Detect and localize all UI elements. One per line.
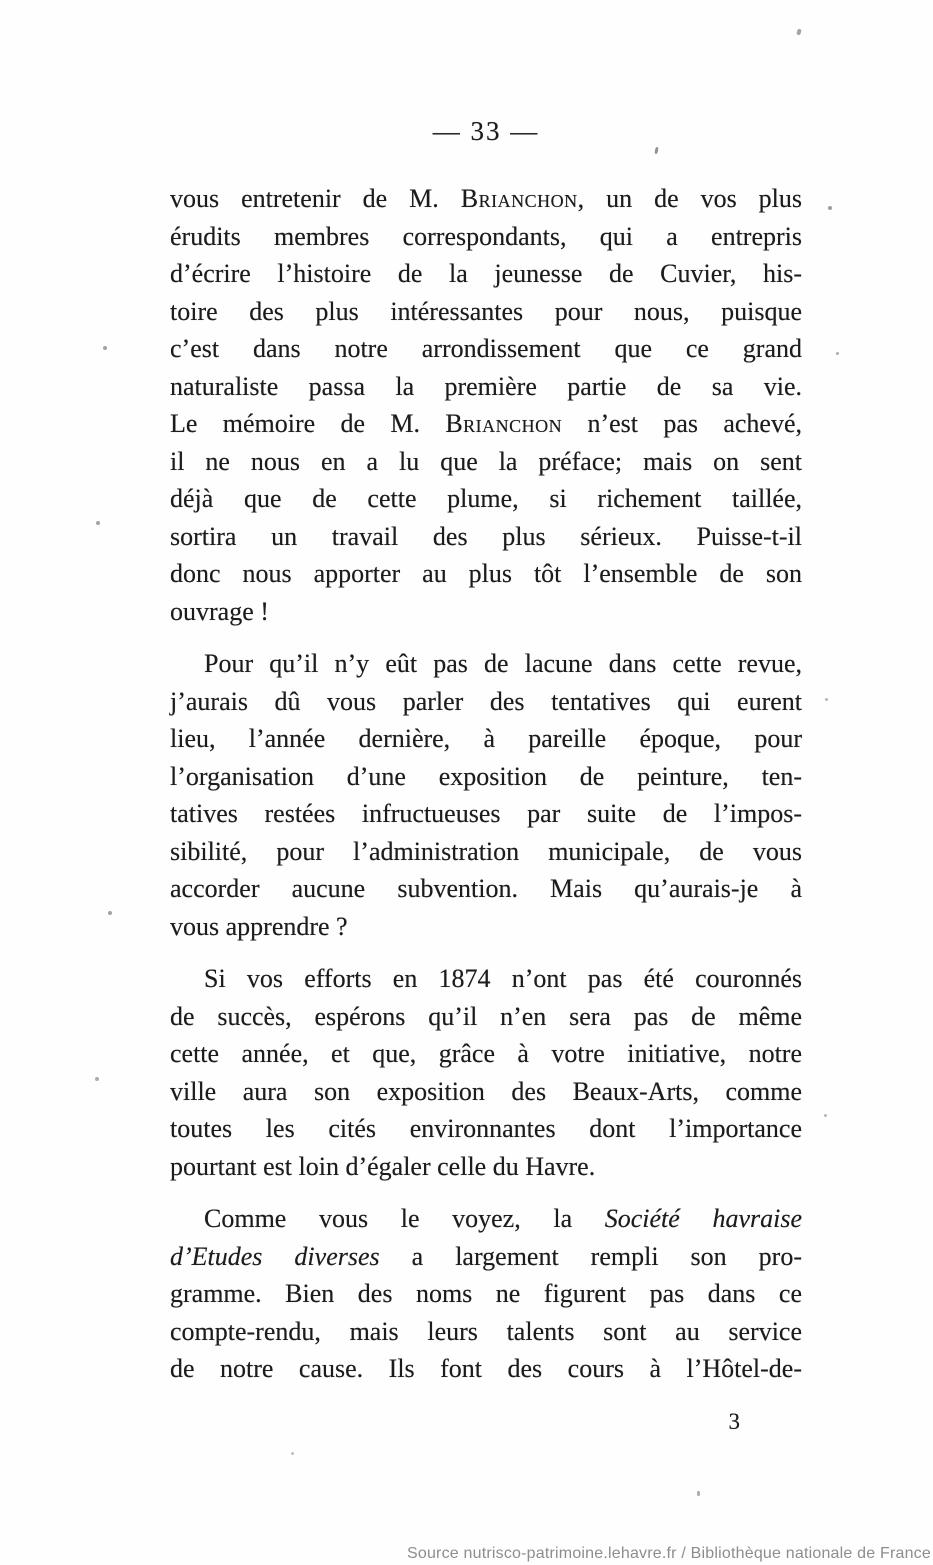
text-line: l’organisation d’une exposition de peinture, ten- (170, 761, 802, 791)
text-line: érudits membres correspondants, qui a entrepris (170, 221, 802, 251)
text-line: donc nous apporter au plus tôt l’ensemble de son (170, 559, 802, 588)
scan-speck (836, 352, 839, 355)
scan-speck (108, 911, 112, 915)
scan-speck (291, 1452, 294, 1455)
text-line: pourtant est loin d’égaler celle du Havre. (170, 1151, 596, 1181)
scan-speck (828, 206, 832, 210)
text-line: d’écrire l’histoire de la jeunesse de Cuvier, his- (170, 259, 802, 288)
text-line: tatives restées infructueuses par suite de l’impos- (170, 799, 802, 828)
text-line: sibilité, pour l’administration municipale, de vous (170, 836, 802, 866)
paragraph (170, 645, 802, 945)
scan-speck (824, 1114, 827, 1117)
text-line: d’Etudes diverses a largement rempli son pro- (170, 1241, 803, 1271)
text-line: vous entretenir de M. Brianchon, un de vos plus (170, 184, 803, 213)
paragraph (170, 180, 802, 630)
text-line: sortira un travail des plus sérieux. Puisse-t-il (170, 521, 802, 551)
text-line: cette année, et que, grâce à votre initiative, notre (170, 1039, 802, 1068)
text-line: il ne nous en a lu que la préface; mais on sent (170, 446, 802, 476)
text-line: Pour qu’il n’y eût pas de lacune dans cette revue, (204, 649, 802, 678)
text-line: accorder aucune subvention. Mais qu’aurais-je à (170, 874, 802, 903)
text-line: de succès, espérons qu’il n’en sera pas de même (170, 1001, 802, 1031)
scan-speck (654, 147, 658, 154)
scan-speck (796, 28, 802, 35)
text-line: de notre cause. Ils font des cours à l’Hôtel-de- (170, 1354, 802, 1383)
scan-speck (697, 1491, 700, 1496)
text-line: Comme vous le voyez, la Société havraise (204, 1204, 802, 1233)
text-line: toutes les cités environnantes dont l’importance (170, 1114, 802, 1143)
text-line: vous apprendre ? (170, 911, 348, 941)
text-line: toire des plus intéressantes pour nous, puisque (170, 296, 802, 326)
source-credit: Source nutrisco-patrimoine.lehavre.fr / Bibliothèque nationale de France (406, 1545, 931, 1562)
text-line: naturaliste passa la première partie de sa vie. (170, 371, 802, 401)
text-line: c’est dans notre arrondissement que ce grand (170, 334, 802, 363)
text-line: lieu, l’année dernière, à pareille époque, pour (170, 724, 802, 753)
signature-mark: 3 (728, 1408, 740, 1434)
text-line: ouvrage ! (170, 596, 269, 626)
text-line: j’aurais dû vous parler des tentatives qui eurent (170, 686, 802, 716)
text-line: gramme. Bien des noms ne figurent pas dans ce (170, 1279, 802, 1308)
text-line: compte-rendu, mais leurs talents sont au service (170, 1316, 802, 1346)
text-line: Si vos efforts en 1874 n’ont pas été couronnés (204, 964, 802, 993)
page-number: — 33 — (432, 116, 540, 146)
scan-speck (96, 521, 100, 525)
scan-speck (95, 1077, 99, 1081)
text-line: ville aura son exposition des Beaux-Arts, comme (170, 1076, 802, 1106)
text-line: Le mémoire de M. Brianchon n’est pas achevé, (170, 409, 802, 438)
paragraph (170, 960, 802, 1185)
scan-speck (103, 346, 107, 350)
scan-speck (825, 698, 828, 701)
paragraph (170, 1200, 802, 1388)
text-block (170, 180, 802, 1440)
text-line: déjà que de cette plume, si richement taillée, (170, 484, 802, 513)
